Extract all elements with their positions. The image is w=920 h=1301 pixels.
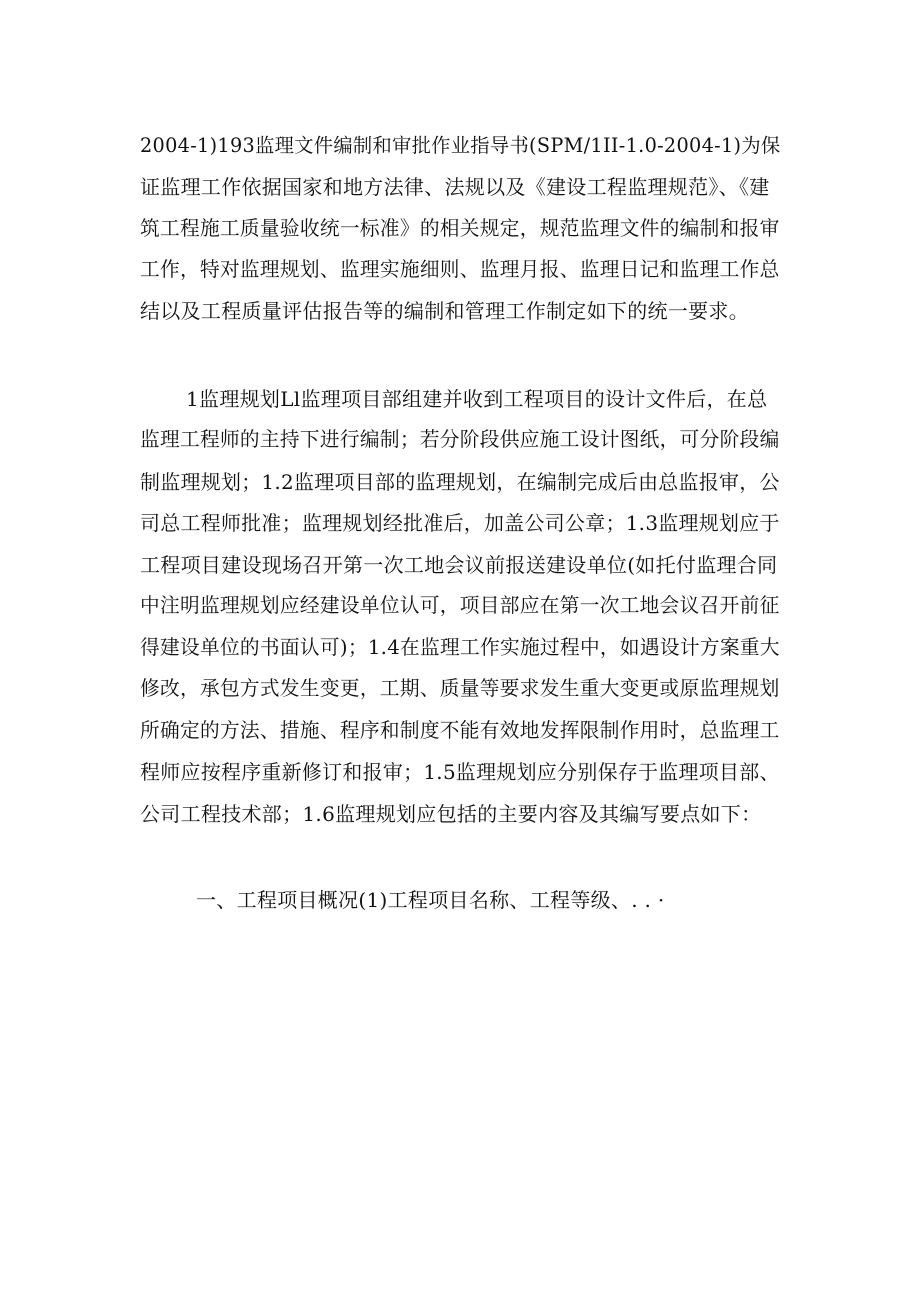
text-line: 公司工程技术部；1.6监理规划应包括的主要内容及其编写要点如下： — [140, 802, 762, 826]
text-line: 筑工程施工质量验收统一标准》的相关规定，规范监理文件的编制和报审 — [140, 217, 780, 240]
text-line: 证监理工作依据国家和地方法律、法规以及《建设工程监理规范》、《建 — [140, 175, 770, 199]
text-line: 中注明监理规划应经建设单位认可，项目部应在第一次工地会议召开前征 — [140, 594, 780, 617]
text-line: 2004-1)193监理文件编制和审批作业指导书(SPM/1II-1.0-2004-1)为保 — [140, 134, 781, 157]
text-line: 1监理规划Ll监理项目部组建并收到工程项目的设计文件后，在总 — [186, 387, 768, 411]
text-line: 制监理规划；1.2监理项目部的监理规划，在编制完成后由总监报审，公 — [140, 470, 780, 494]
text-line: 一、工程项目概况(1)工程项目名称、工程等级、. . · — [196, 888, 665, 912]
text-line: 得建设单位的书面认可)；1.4在监理工作实施过程中，如遇设计方案重大 — [140, 636, 780, 659]
text-line: 修改，承包方式发生变更，工期、质量等要求发生重大变更或原监理规划 — [140, 677, 780, 700]
text-line: 所确定的方法、措施、程序和制度不能有效地发挥限制作用时，总监理工 — [140, 719, 780, 742]
text-line: 程师应按程序重新修订和报审；1.5监理规划应分别保存于监理项目部、 — [140, 760, 780, 784]
text-line: 监理工程师的主持下进行编制；若分阶段供应施工设计图纸，可分阶段编 — [140, 428, 780, 451]
text-line: 工程项目建设现场召开第一次工地会议前报送建设单位(如托付监理合同 — [140, 553, 778, 577]
text-line: 司总工程师批准；监理规划经批准后，加盖公司公章；1.3监理规划应于 — [140, 511, 780, 535]
text-line: 结以及工程质量评估报告等的编制和管理工作制定如下的统一要求。 — [140, 299, 749, 323]
text-line: 工作，特对监理规划、监理实施细则、监理月报、监理日记和监理工作总 — [140, 258, 780, 281]
